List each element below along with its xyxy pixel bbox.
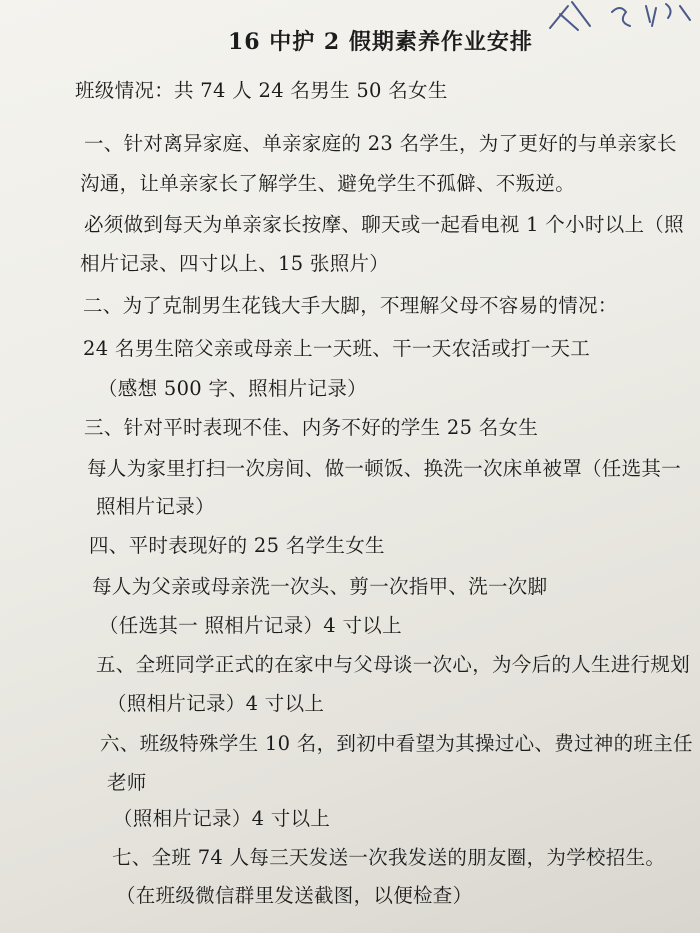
document-line: （在班级微信群里发送截图，以便检查） (116, 884, 473, 907)
document-line: 六、班级特殊学生 10 名，到初中看望为其操过心、费过神的班主任 (100, 732, 693, 755)
document-line: （照相片记录）4 寸以上 (107, 692, 325, 715)
document-line: 三、针对平时表现不佳、内务不好的学生 25 名女生 (84, 416, 539, 439)
document-line: （任选其一 照相片记录）4 寸以上 (99, 614, 402, 637)
document-line: （照相片记录）4 寸以上 (113, 807, 331, 830)
document-line: 照相片记录） (96, 495, 215, 518)
document-line: 五、全班同学正式的在家中与父母谈一次心，为今后的人生进行规划 (96, 653, 691, 676)
document-line: 沟通，让单亲家长了解学生、避免学生不孤僻、不叛逆。 (80, 172, 576, 195)
page-title: 16 中护 2 假期素养作业安排 (228, 29, 533, 55)
class-info: 班级情况：共 74 人 24 名男生 50 名女生 (75, 79, 448, 102)
handwritten-signature-icon (520, 0, 700, 40)
document-line: 每人为父亲或母亲洗一次头、剪一次指甲、洗一次脚 (92, 575, 548, 598)
document-line: 每人为家里打扫一次房间、做一顿饭、换洗一次床单被罩（任选其一 (87, 457, 682, 480)
document-line: 相片记录、四寸以上、15 张照片） (80, 252, 390, 275)
document-line: 二、为了克制男生花钱大手大脚，不理解父母不容易的情况： (83, 294, 618, 317)
document-line: 24 名男生陪父亲或母亲上一天班、干一天农活或打一天工 (83, 337, 591, 360)
document-line: 必须做到每天为单亲家长按摩、聊天或一起看电视 1 个小时以上（照 (84, 213, 684, 236)
document-line: 七、全班 74 人每三天发送一次我发送的朋友圈，为学校招生。 (112, 846, 666, 869)
document-line: 老师 (107, 771, 147, 794)
document-line: （感想 500 字、照相片记录） (98, 377, 367, 400)
document-line: 四、平时表现好的 25 名学生女生 (89, 534, 385, 557)
document-line: 一、针对离异家庭、单亲家庭的 23 名学生，为了更好的与单亲家长 (84, 132, 677, 155)
